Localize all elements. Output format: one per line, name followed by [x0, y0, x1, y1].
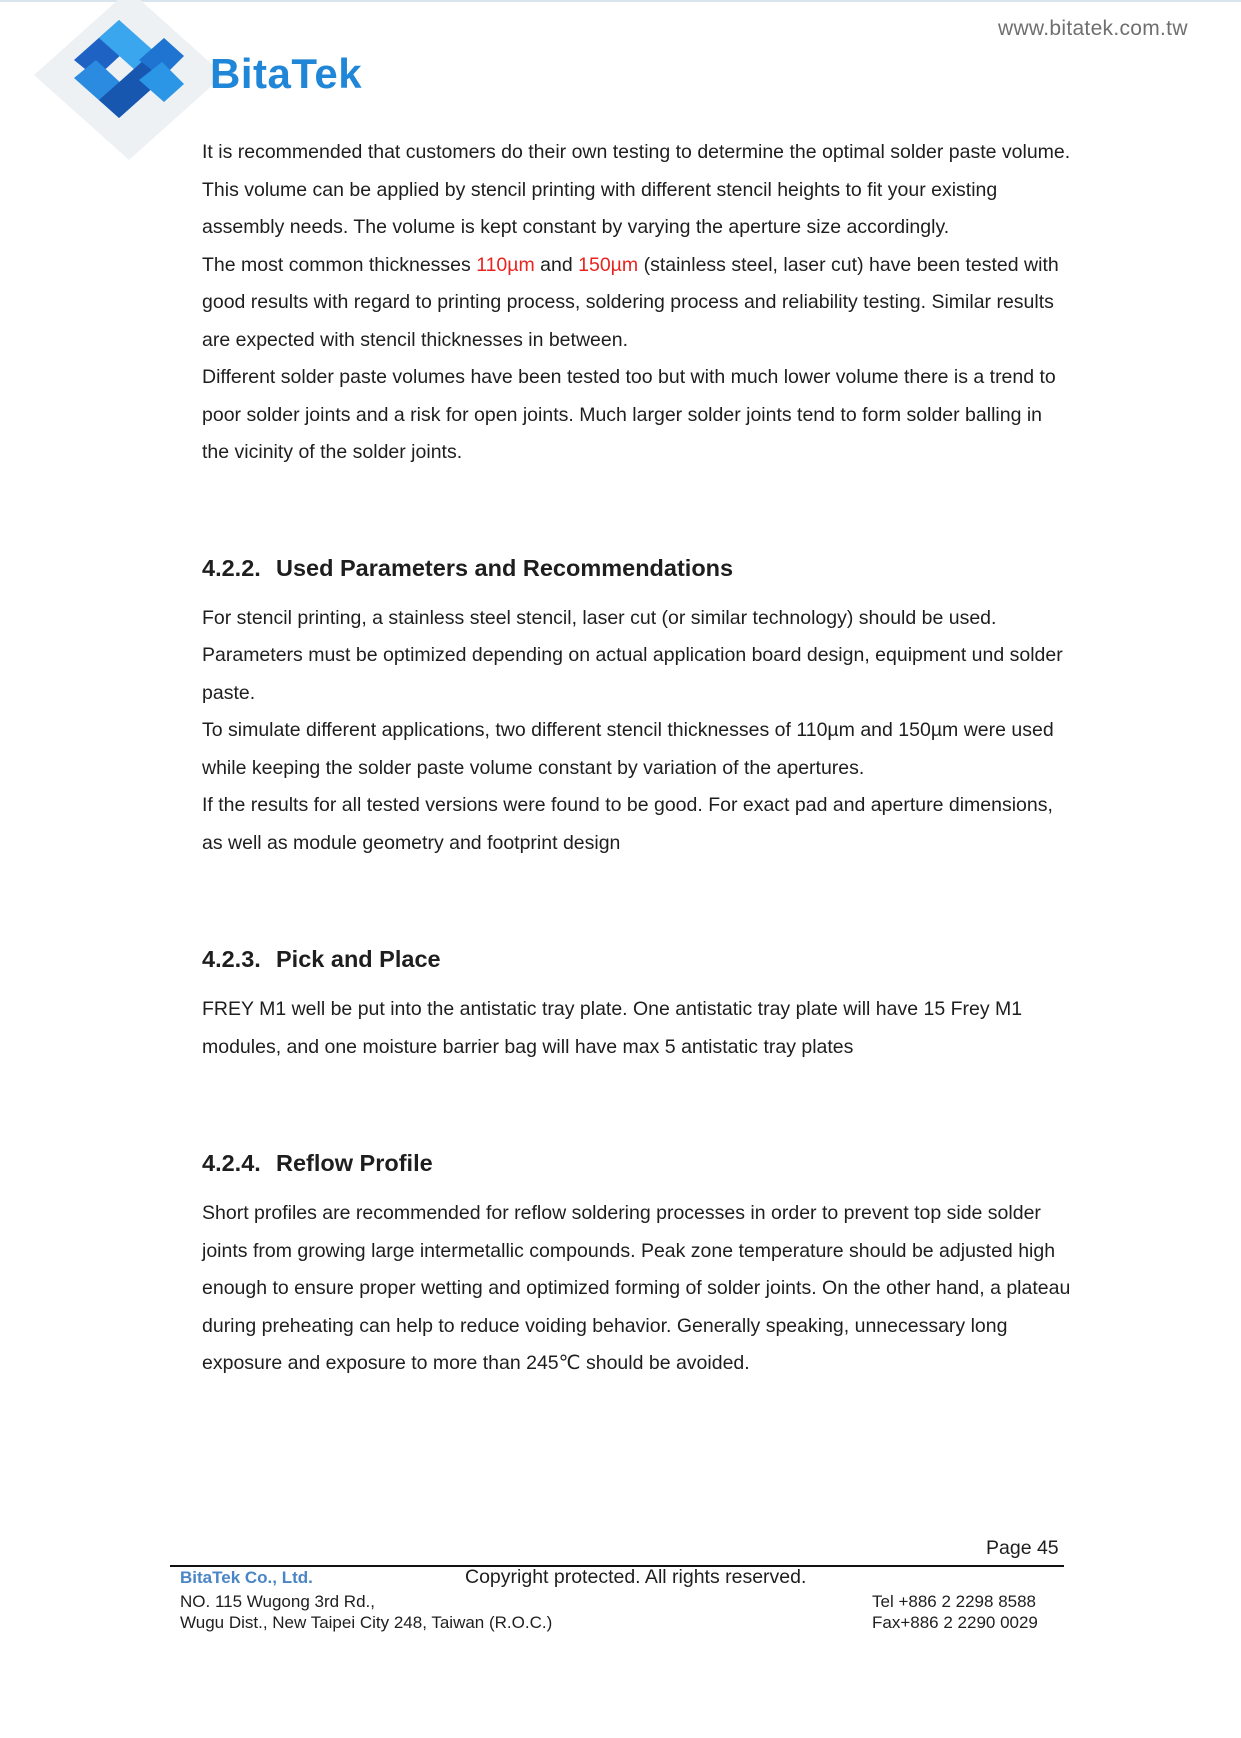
footer-fax: Fax+886 2 2290 0029	[872, 1613, 1038, 1632]
intro-p2-start: The most common thicknesses	[202, 253, 477, 276]
section-number: 4.2.4.	[202, 1150, 261, 1176]
section-number: 4.2.3.	[202, 946, 261, 972]
section-title: Reflow Profile	[276, 1150, 433, 1176]
section-title: Used Parameters and Recommendations	[276, 554, 734, 581]
section-4-2-3-paragraph-1: FREY M1 well be put into the antistatic tray plate. One antistatic tray plate will have 15 Frey M1 modules, and one moisture barrier bag will have max 5 antistatic tray plates	[202, 998, 1023, 1058]
section-4-2-3-heading	[202, 946, 1072, 973]
section-4-2-2-paragraph-3: If the results for all tested versions were found to be good. For exact pad and aperture dimensions, as well as module geometry and footprint design	[202, 794, 1053, 854]
section-4-2-2-paragraph-1: For stencil printing, a stainless steel stencil, laser cut (or similar technology) should be used. Parameters must be optimized depending on actual application board design, equipment und solder paste.	[202, 606, 1063, 704]
page-content	[202, 134, 1072, 1383]
website-url[interactable]: www.bitatek.com.tw	[998, 17, 1188, 40]
brand-name: BitaTek	[210, 50, 363, 97]
page-number: Page 45	[986, 1537, 1059, 1559]
section-number: 4.2.2.	[202, 554, 261, 581]
footer-company-name: BitaTek Co., Ltd.	[180, 1568, 313, 1587]
footer-address-line-1: NO. 115 Wugong 3rd Rd.,	[180, 1592, 375, 1611]
section-4-2-4-paragraph-1: Short profiles are recommended for reflow soldering processes in order to prevent top side solder joints from growing large intermetallic compounds. Peak zone temperature should be adjusted high enough to ensure proper wetting and optimized forming of solder joints. On the other hand, a plateau during preheating can help to reduce voiding behavior. Generally speaking, unnecessary long exposure and exposure to more than 245℃ should be avoided.	[202, 1202, 1071, 1374]
footer-address-line-2: Wugu Dist., New Taipei City 248, Taiwan (R.O.C.)	[180, 1613, 553, 1632]
intro-paragraph-2	[202, 247, 1072, 360]
page-footer	[180, 1568, 1064, 1638]
thickness-150-highlight: 150µm	[578, 253, 639, 276]
intro-p2-and: and	[534, 253, 579, 276]
footer-telephone: Tel +886 2 2298 8588	[872, 1592, 1037, 1611]
section-title: Pick and Place	[276, 946, 441, 972]
footer-copyright: Copyright protected. All rights reserved.	[465, 1566, 807, 1588]
thickness-110-highlight: 110µm	[476, 253, 535, 276]
intro-p2-end: (stainless steel, laser cut) have been tested with good results with regard to printing process, soldering process and reliability testing. Similar results are expected with stencil thicknesses in between.	[202, 253, 1059, 351]
section-4-2-2-heading	[202, 555, 1072, 582]
section-4-2-4-heading	[202, 1150, 1072, 1177]
intro-paragraph-1: It is recommended that customers do their own testing to determine the optimal solder paste volume. This volume can be applied by stencil printing with different stencil heights to fit your existing assembly needs. The volume is kept constant by varying the aperture size accordingly.	[202, 141, 1071, 238]
section-4-2-2-paragraph-2: To simulate different applications, two different stencil thicknesses of 110µm and 150µm were used while keeping the solder paste volume constant by variation of the apertures.	[202, 719, 1054, 779]
intro-paragraph-3: Different solder paste volumes have been tested too but with much lower volume there is a trend to poor solder joints and a risk for open joints. Much larger solder joints tend to form solder balling in the vicinity of the solder joints.	[202, 366, 1056, 463]
